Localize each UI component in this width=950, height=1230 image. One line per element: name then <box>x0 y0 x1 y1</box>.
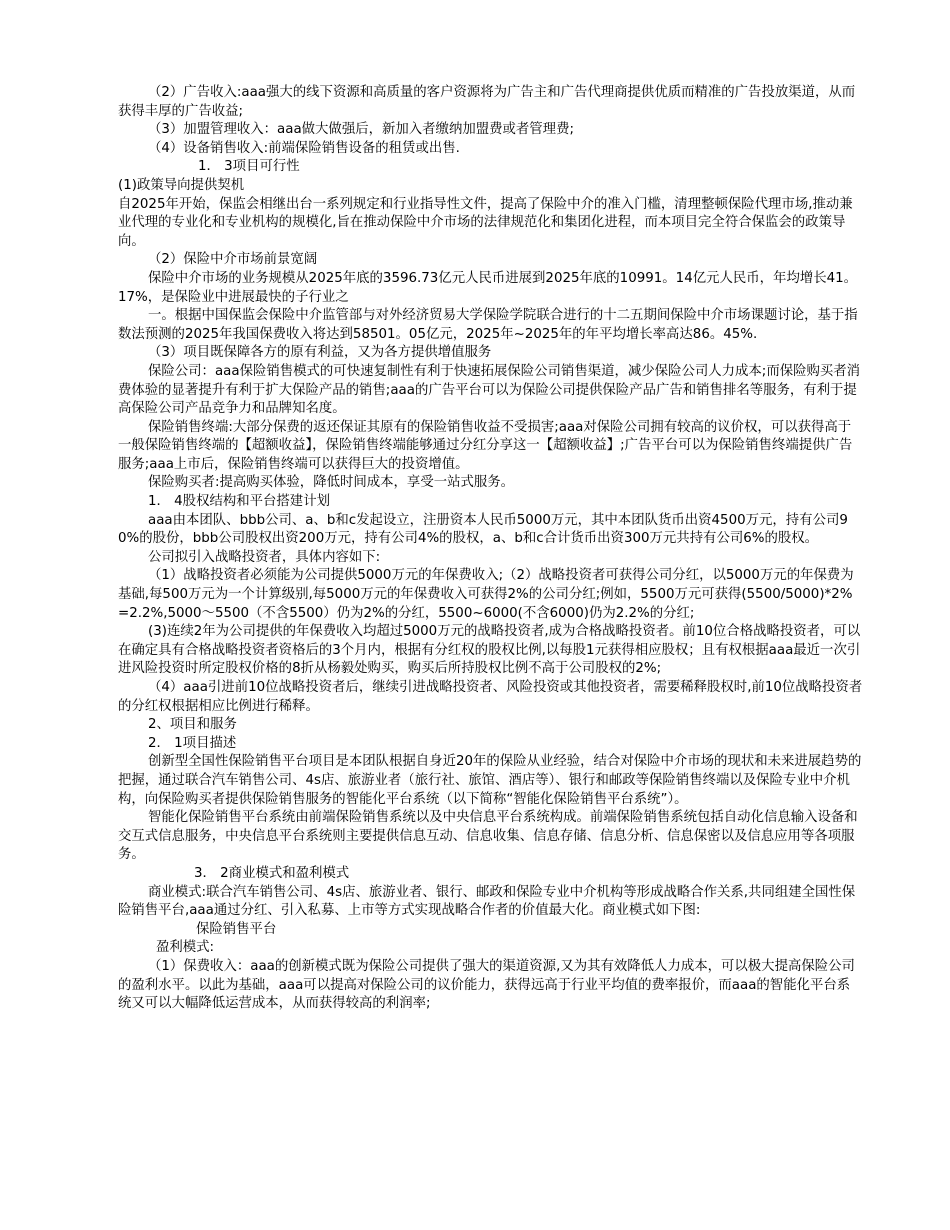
paragraph-equipment-revenue: （4）设备销售收入:前端保险销售设备的租赁或出售. <box>148 140 460 156</box>
paragraph-market-scale: 保险中介市场的业务规模从2025年底的3596.73亿元人民币进展到2025年底的10991。14亿元人民币，年均增长41。17%，是保险业中进展最快的子行业之 <box>118 270 858 305</box>
paragraph-equity-structure: aaa由本团队、bbb公司、a、b和c发起设立，注册资本人民币5000万元，其中本团队货币出资4500万元，持有公司90%的股份，bbb公司股权出资200万元，持有公司4%的股权，a、b和c合计货币出资300万元共持有公司6%的股权。 <box>118 512 848 547</box>
paragraph-platform-system: 智能化保险销售平台系统由前端保险销售系统以及中央信息平台系统构成。前端保险销售系统包括自动化信息输入设备和交互式信息服务，中央信息平台系统则主要提供信息互动、信息收集、信息存储、信息分析、信息保密以及信息应用等各项服务。 <box>118 810 858 863</box>
paragraph-sales-terminals: 保险销售终端:大部分保费的返还保证其原有的保险销售收益不受损害;aaa对保险公司拥有较高的议价权，可以获得高于一般保险销售终端的【超额收益】，保险销售终端能够通过分红分享这一【超额收益】;广告平台可以为保险销售终端提供广告服务;aaa上市后，保险销售终端可以获得巨大的投资增值。 <box>118 419 853 472</box>
section-heading-equity: 1． 4股权结构和平台搭建计划 <box>148 494 330 510</box>
paragraph-project-description: 创新型全国性保险销售平台项目是本团队根据自身近20年的保险从业经验，结合对保险中介市场的现状和未来进展趋势的把握，通过联合汽车销售公司、4s店、旅游业者（旅行社、旅馆、酒店等）、银行和邮政等保险销售终端以及保险专业中介机构，向保险购买者提供保险销售服务的智能化平台系统（以下简称“智能化保险销售平台系统”）。 <box>118 754 862 807</box>
subheading-market: （2）保险中介市场前景宽阔 <box>148 252 318 268</box>
paragraph-investors-intro: 公司拟引入战略投资者，具体内容如下: <box>148 549 381 565</box>
paragraph-insurers: 保险公司：aaa保险销售模式的可快速复制性有利于快速拓展保险公司销售渠道，减少保险公司人力成本;而保险购买者消费体验的显著提升有利于扩大保险产品的销售;aaa的广告平台可以为保险公司提供保险产品广告和销售排名等服务，有利于提高保险公司产品竞争力和品牌知名度。 <box>118 363 861 417</box>
paragraph-ad-revenue: （2）广告收入:aaa强大的线下资源和高质量的客户资源将为广告主和广告代理商提供优质而精准的广告投放渠道，从而获得丰厚的广告收益; <box>118 85 856 119</box>
paragraph-market-forecast: 一。根据中国保监会保险中介监管部与对外经济贸易大学保险学院联合进行的十二五期间保险中介市场课题讨论，基于指数法预测的2025年我国保费收入将达到58501。05亿元，2025年~2025年的年平均增长率高达86。45%. <box>118 308 858 342</box>
paragraph-investor-terms-3: (3)连续2年为公司提供的年保费收入均超过5000万元的战略投资者,成为合格战略投资者。前10位合格战略投资者，可以在确定具有合格战略投资者资格后的3个月内，根据有分红权的股权比例,以每股1元获得相应股权；且有权根据aaa最近一次引进风险投资时所定股权价格的8折从杨毅处购买，购买后所持股权比例不高于公司股权的2%; <box>118 624 861 677</box>
section-heading-feasibility: 1． 3项目可行性 <box>198 159 300 175</box>
section-heading-description: 2． 1项目描述 <box>148 735 237 751</box>
paragraph-investor-terms-4: （4）aaa引进前10位战略投资者后，继续引进战略投资者、风险投资或其他投资者，需要稀释股权时,前10位战略投资者的分红权根据相应比例进行稀释。 <box>118 680 863 714</box>
paragraph-premium-revenue: （1）保费收入：aaa的创新模式既为保险公司提供了强大的渠道资源,又为其有效降低人力成本，可以极大提高保险公司的盈利水平。以此为基础，aaa可以提高对保险公司的议价能力，获得远高于行业平均值的费率报价，而aaa的智能化平台系统又可以大幅降低运营成本，从而获得较高的利润率; <box>118 958 855 1012</box>
paragraph-buyers: 保险购买者:提高购买体验，降低时间成本，享受一站式服务。 <box>148 475 515 491</box>
paragraph-franchise-revenue: （3）加盟管理收入：aaa做大做强后，新加入者缴纳加盟费或者管理费; <box>148 122 574 138</box>
paragraph-policy: 自2025年开始，保监会相继出台一系列规定和行业指导性文件，提高了保险中介的准入门槛，清理整顿保险代理市场,推动兼业代理的专业化和专业机构的规模化,旨在推动保险中介市场的法律规范化和集团化进程，而本项目完全符合保监会的政策导向。 <box>118 196 853 249</box>
paragraph-investor-terms-1: （1）战略投资者必须能为公司提供5000万元的年保费收入;（2）战略投资者可获得公司分红，以5000万元的年保费为基础,每500万元为一个计算级别,每5000万元的年保费收入可获得2%的公司分红;例如，5500万元可获得(5500/5000)*2%=2.2%,5000～5500（不含5500）仍为2%的分红，5500~6000(不含6000)仍为2.2%的分红; <box>118 568 854 621</box>
section-heading-business-model: 3． 2商业模式和盈利模式 <box>194 865 350 881</box>
section-heading-services: 2、项目和服务 <box>148 717 237 733</box>
label-profit-model: 盈利模式: <box>156 940 215 956</box>
subheading-benefits: （3）项目既保障各方的原有利益，又为各方提供增值服务 <box>148 345 492 361</box>
diagram-label-platform: 保险销售平台 <box>196 921 277 937</box>
paragraph-business-model: 商业模式:联合汽车销售公司、4s店、旅游业者、银行、邮政和保险专业中介机构等形成战略合作关系,共同组建全国性保险销售平台,aaa通过分红、引入私募、上市等方式实现战略合作者的价值最大化。商业模式如下图: <box>118 884 856 919</box>
subheading-policy: (1)政策导向提供契机 <box>118 177 245 193</box>
